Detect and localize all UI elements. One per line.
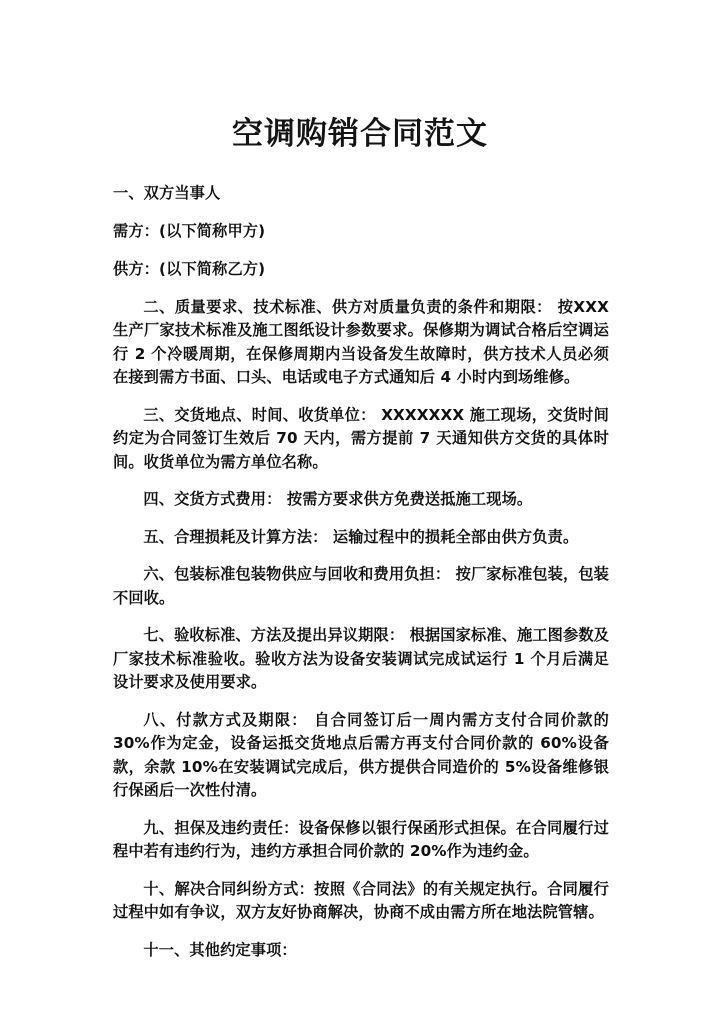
party-supply: 供方：(以下简称乙方) <box>113 260 266 278</box>
section-6: 六、包装标准包装物供应与回收和费用负担： 按厂家标准包装，包装不回收。 <box>113 565 609 607</box>
document-body <box>113 182 609 962</box>
section-10: 十、解决合同纠纷方式：按照《合同法》的有关规定执行。合同履行过程中如有争议，双方友好协商解决，协商不成由需方所在地法院管辖。 <box>113 879 609 921</box>
section-4: 四、交货方式费用： 按需方要求供方免费送抵施工现场。 <box>143 490 533 508</box>
party-demand: 需方：(以下简称甲方) <box>113 222 266 240</box>
section-3: 三、交货地点、时间、收货单位： XXXXXXX 施工现场，交货时间约定为合同签订生效后 70 天内，需方提前 7 天通知供方交货的具体时间。收货单位为需方单位名称。 <box>113 405 609 471</box>
section-9: 九、担保及违约责任：设备保修以银行保函形式担保。在合同履行过程中若有违约行为，违约方承担合同价款的 20%作为违约金。 <box>113 818 609 860</box>
section-2: 二、质量要求、技术标准、供方对质量负责的条件和期限： 按XXX 生产厂家技术标准及施工图纸设计参数要求。保修期为调试合格后空调运行 2 个冷暖周期，在保修周期内当设备发生故障时，供方技术人员必须在接到需方书面、口头、电话或电子方式通知后 4 小时内到场维修。 <box>113 297 609 386</box>
section-7: 七、验收标准、方法及提出异议期限： 根据国家标准、施工图参数及厂家技术标准验收。验收方法为设备安装调试完成试运行 1 个月后满足设计要求及使用要求。 <box>113 626 609 691</box>
section-1-heading: 一、双方当事人 <box>113 184 221 202</box>
section-5: 五、合理损耗及计算方法： 运输过程中的损耗全部由供方负责。 <box>143 527 579 546</box>
section-11: 十一、其他约定事项： <box>143 940 297 959</box>
page-title: 空调购销合同范文 <box>232 116 488 152</box>
section-8: 八、付款方式及期限： 自合同签订后一周内需方支付合同价款的 30%作为定金，设备运抵交货地点后需方再支付合同价款的 60%设备款，余款 10%在安装调试完成后，供方提供合同造价的 5%设备维修银行保函后一次性付清。 <box>113 710 609 799</box>
